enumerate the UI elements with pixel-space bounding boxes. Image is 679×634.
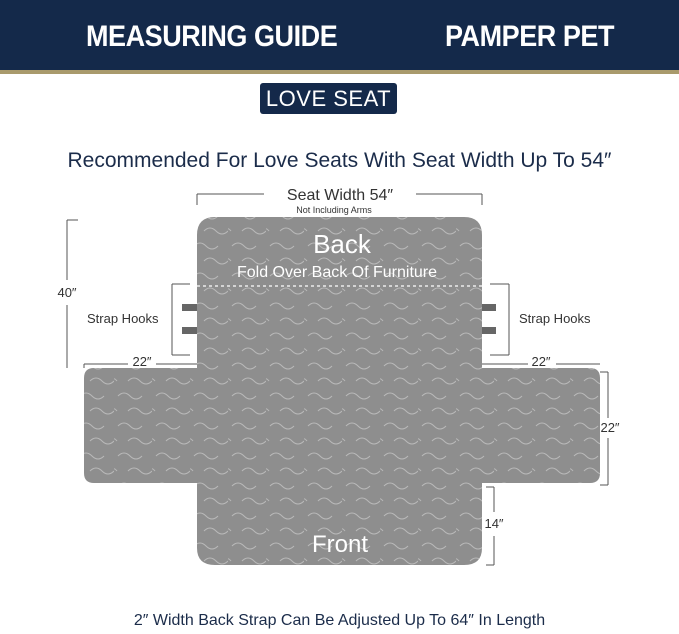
front-label: Front	[311, 531, 369, 558]
left-strap-hooks	[172, 284, 197, 355]
right-arm-label: 22″	[531, 354, 551, 369]
back-label: Back	[313, 229, 371, 259]
back-height-label: 40″	[57, 285, 77, 300]
left-arm-label: 22″	[132, 354, 152, 369]
measuring-guide-title: MEASURING GUIDE	[86, 20, 338, 53]
recommendation-headline: Recommended For Love Seats With Seat Width Up To 54″	[67, 149, 612, 172]
front-flap-label: 14″	[484, 516, 504, 531]
left-strap-hooks-label: Strap Hooks	[87, 311, 159, 326]
right-strap-hooks-label: Strap Hooks	[519, 311, 591, 326]
seat-width-label: Seat Width 54″	[286, 187, 394, 204]
right-strap-hooks	[482, 284, 509, 355]
strap-note: 2″ Width Back Strap Can Be Adjusted Up To 64″ In Length	[133, 612, 546, 629]
fold-label: Fold Over Back Of Furniture	[236, 264, 438, 281]
product-size-badge: LOVE SEAT	[260, 83, 397, 114]
brand-name: PAMPER PET	[445, 20, 615, 53]
arm-depth-label: 22″	[600, 420, 620, 435]
seat-width-note: Not Including Arms	[296, 205, 372, 215]
